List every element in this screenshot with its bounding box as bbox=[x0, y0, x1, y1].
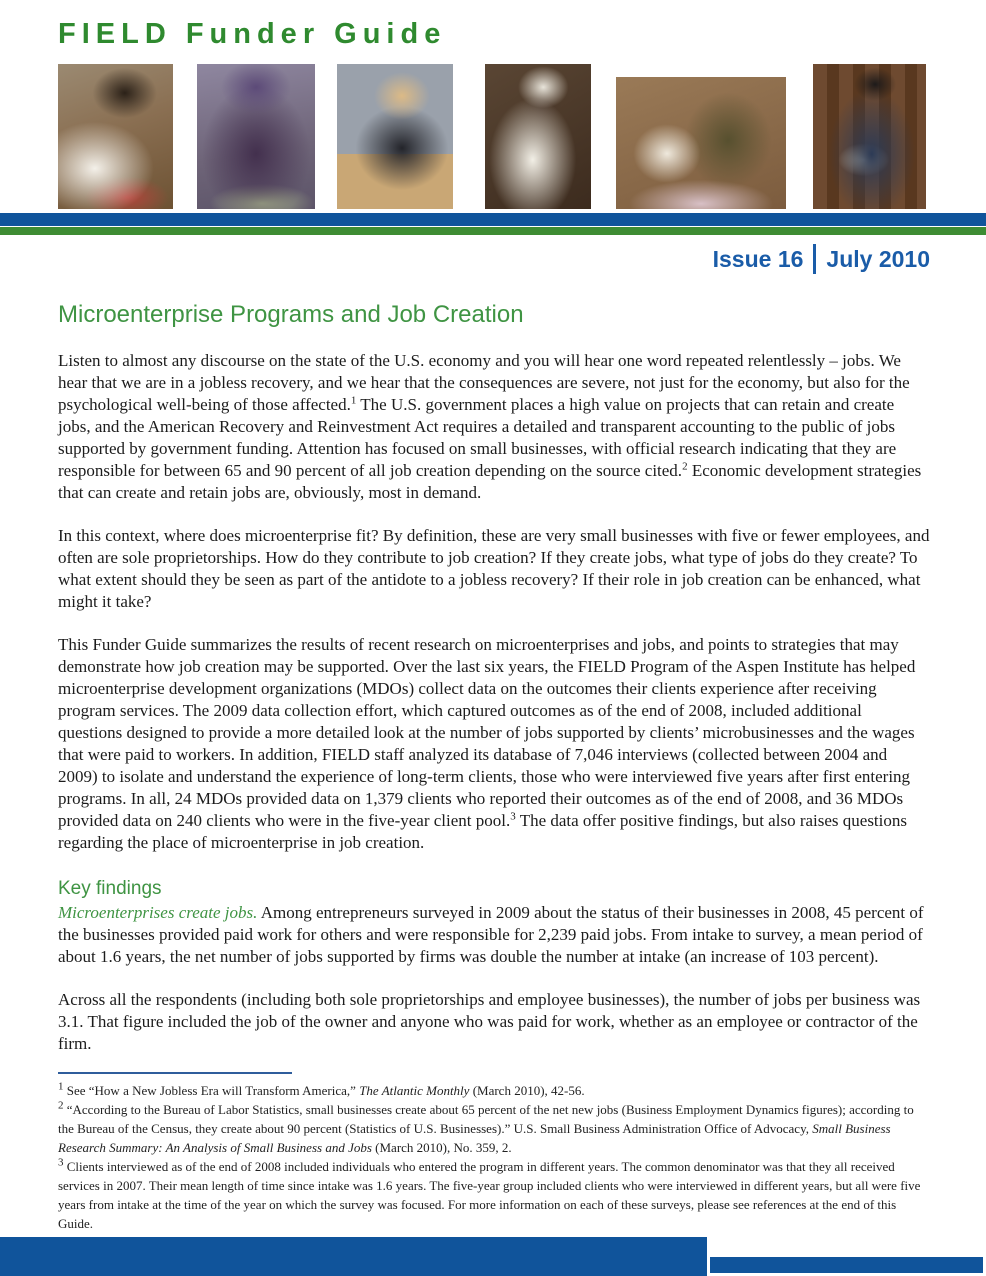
key-findings-heading: Key findings bbox=[58, 878, 162, 899]
photo-woman-bookstore bbox=[813, 64, 926, 209]
photo-couple-gift-shop bbox=[616, 77, 786, 209]
issue-divider bbox=[813, 244, 816, 274]
footnote-2-post: (March 2010), No. 359, 2. bbox=[371, 1140, 512, 1155]
photo-chef-white-coat bbox=[485, 64, 591, 209]
paragraph-1-text-b: The U.S. government places a high value on projects that can retain and create jobs, and the American Recovery and Reinvestment Act requires a detailed and transparent accounting to the public of jobs supported by government funding. Attention has focused on small businesses, with official research indicating that they are responsible for between 65 and 90 percent of all job creation depending on the source cited. bbox=[58, 395, 897, 480]
footnote-3-text: Clients interviewed as of the end of 2008 included individuals who entered the program in different years. The common denominator was that they all received services in 2007. Their mean length of time since intake was 1.6 years. The five-year group included clients who were interviewed in different years, but all were five years from intake at the time of the year on which the survey was focused. For more information on each of these surveys, please see references at the end of this Guide. bbox=[58, 1159, 921, 1231]
footnotes-section bbox=[58, 1072, 930, 1233]
page-title: FIELD Funder Guide bbox=[58, 18, 447, 50]
photo-strip bbox=[58, 64, 986, 209]
paragraph-1-text-a: Listen to almost any discourse on the state of the U.S. economy and you will hear one word repeated relentlessly – jobs. We hear that we are in a jobless recovery, and we hear that the consequences are severe, not just for the economy, but also for the psychological well-being of those affected. bbox=[58, 351, 910, 414]
photo-woman-beading bbox=[197, 64, 315, 209]
footnote-2 bbox=[58, 1100, 930, 1157]
footnote-3 bbox=[58, 1157, 930, 1233]
issue-label: Issue 16 bbox=[712, 245, 804, 272]
photo-craftsman-workbench bbox=[58, 64, 173, 209]
divider-bar-blue bbox=[0, 213, 986, 226]
paragraph-3-text-b: The data offer positive findings, but also raises questions regarding the place of microenterprise in job creation. bbox=[58, 811, 907, 852]
footnote-1 bbox=[58, 1081, 930, 1100]
key-findings-paragraph bbox=[58, 902, 930, 968]
footer-bar-left bbox=[0, 1237, 707, 1276]
footnote-2-marker: 2 bbox=[58, 1099, 64, 1112]
divider-bar-green bbox=[0, 227, 986, 235]
footnote-rule bbox=[58, 1072, 292, 1074]
footnote-3-marker: 3 bbox=[58, 1156, 64, 1169]
footnote-2-italic: Small Business Research Summary: An Analysis of Small Business and Jobs bbox=[58, 1121, 891, 1155]
paragraph-1-text-c: Economic development strategies that can create and retain jobs are, obviously, most in demand. bbox=[58, 461, 922, 502]
footnote-1-post: (March 2010), 42-56. bbox=[469, 1083, 585, 1098]
paragraph-jobs-per-business: Across all the respondents (including both sole proprietorships and employee businesses), the number of jobs per business was 3.1. That figure included the job of the owner and anyone who was paid for work, whether as an employee or contractor of the firm. bbox=[58, 990, 921, 1053]
footnote-ref-2: 2 bbox=[682, 460, 688, 473]
article-content bbox=[58, 301, 930, 1055]
footnote-1-marker: 1 bbox=[58, 1080, 64, 1093]
footnote-2-text: “According to the Bureau of Labor Statistics, small businesses create about 65 percent of the net new jobs (Business Employment Dynamics figures); according to the Bureau of the Census, they create about 90 percent (Statistics of U.S. Businesses).” U.S. Small Business Administration Office of Advocacy, bbox=[58, 1102, 914, 1136]
footnote-1-text: See “How a New Jobless Era will Transform America,” bbox=[63, 1083, 360, 1098]
footnote-ref-1: 1 bbox=[350, 394, 357, 407]
issue-line bbox=[0, 244, 930, 274]
footnote-ref-3: 3 bbox=[510, 810, 516, 823]
key-findings-body: Among entrepreneurs surveyed in 2009 about the status of their businesses in 2008, 45 percent of the businesses provided paid work for others and were responsible for 2,239 paid jobs. From intake to survey, a mean period of about 1.6 years, the net number of jobs supported by firms was double the number at intake (an increase of 103 percent). bbox=[58, 903, 924, 966]
article-heading: Microenterprise Programs and Job Creation bbox=[58, 301, 524, 328]
paragraph-2: In this context, where does microenterprise fit? By definition, these are very small businesses with five or fewer employees, and often are sole proprietorships. How do they contribute to job creation? If they create jobs, what type of jobs do they create? To what extent should they be seen as part of the antidote to a jobless recovery? If their role in job creation can be enhanced, what might it take? bbox=[58, 526, 930, 611]
issue-date: July 2010 bbox=[826, 245, 930, 272]
footnote-1-italic: The Atlantic Monthly bbox=[359, 1083, 470, 1098]
paragraph-3-text-a: This Funder Guide summarizes the results of recent research on microenterprises and jobs, and points to strategies that may demonstrate how job creation may be supported. Over the last six years, the FIELD Program of the Aspen Institute has helped microenterprise development organizations (MDOs) collect data on the outcomes their clients experience after receiving program services. The 2009 data collection effort, which captured outcomes as of the end of 2008, included additional questions designed to provide a more detailed look at the number of jobs supported by clients’ microbusinesses and the wages that were paid to workers. In addition, FIELD staff analyzed its database of 7,046 interviews (collected between 2004 and 2009) to isolate and understand the experience of long-term clients, those who were interviewed five years after first entering programs. In all, 24 MDOs provided data on 1,379 clients who reported their outcomes as of the end of 2008, and 36 MDOs provided data on 240 clients who were in the five-year client pool. bbox=[58, 635, 916, 830]
paragraph-3 bbox=[58, 634, 930, 854]
key-findings-lead: Microenterprises create jobs. bbox=[58, 903, 258, 922]
footer-bar-right bbox=[710, 1257, 983, 1273]
paragraph-1 bbox=[58, 350, 930, 504]
photo-woman-worktable bbox=[337, 64, 453, 209]
